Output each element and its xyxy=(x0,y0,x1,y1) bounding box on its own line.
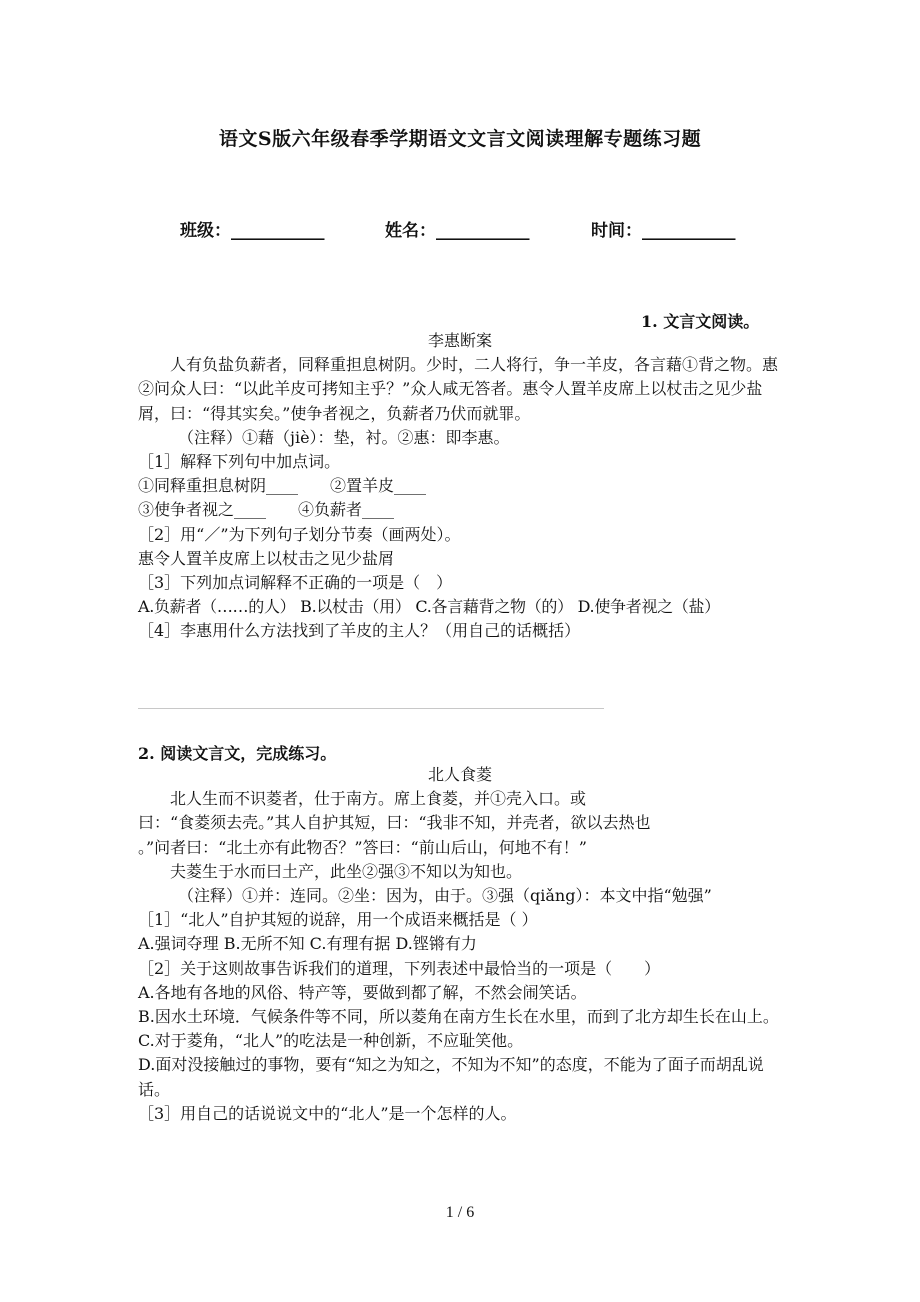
passage-line: 。”问者曰：“北土亦有此物否？”答曰：“前山后山，何地不有！” xyxy=(138,837,587,857)
passage-title: 李惠断案 xyxy=(427,331,492,350)
choice-options: A.强词夺理 B.无所不知 C.有理有据 D.铿锵有力 xyxy=(138,934,477,954)
passage-title: 北人食菱 xyxy=(427,765,492,784)
choice-option: D.面对没接触过的事物，要有“知之为知之，不知为不知”的态度，不能为了面子而胡乱说话。 xyxy=(138,1055,764,1099)
class-field[interactable]: 班级：___________ xyxy=(180,221,325,241)
page-title: 语文S版六年级春季学期语文文言文阅读理解专题练习题 xyxy=(218,128,702,150)
question-line: 惠令人置羊皮席上以杖击之见少盐屑 xyxy=(138,548,395,568)
answer-divider xyxy=(138,708,604,709)
page-number: 1 / 6 xyxy=(445,1204,475,1221)
passage-line: 曰：“食菱须去壳。”其人自护其短，曰：“我非不知，并壳者，欲以去热也 xyxy=(138,813,651,833)
choice-option: B.因水土环境．气候条件等不同，所以菱角在南方生长在水里，而到了北方却生长在山上。 xyxy=(138,1007,779,1027)
passage-line: 夫菱生于水而曰土产，此坐②强③不知以为知也。 xyxy=(170,861,523,881)
time-field[interactable]: 时间：___________ xyxy=(591,221,736,241)
question-2-heading: 2. 阅读文言文，完成练习。 xyxy=(138,744,337,763)
choice-option: A.各地有各地的风俗、特产等，要做到都了解，不然会闹笑话。 xyxy=(138,982,587,1002)
choice-options: A.负薪者（……的人） B.以杖击（用） C.各言藉背之物（的） D.使争者视之（盐） xyxy=(138,597,720,617)
passage-text: 人有负盐负薪者，同释重担息树阴。少时，二人将行，争一羊皮，各言藉①背之物。惠②问众人曰：“以此羊皮可拷知主乎？”众人咸无答者。惠令人置羊皮席上以杖击之见少盐屑，曰：“得其实矣。”使争者视之，负薪者乃伏而就罪。 xyxy=(138,355,779,423)
question-line: ［2］用“／”为下列句子划分节奏（画两处）。 xyxy=(138,524,461,544)
passage-note: （注释）①并：连同。②坐：因为，由于。③强（qiǎng）：本文中指“勉强” xyxy=(178,886,712,906)
question-line: ［2］关于这则故事告诉我们的道理，下列表述中最恰当的一项是（ ） xyxy=(138,958,661,978)
question-1-body xyxy=(138,329,782,644)
answer-line[interactable]: ③使争者视之____ ④负薪者____ xyxy=(138,500,395,520)
answer-line[interactable]: ①同释重担息树阴____ ②置羊皮____ xyxy=(138,476,427,496)
question-2-body xyxy=(138,763,782,1126)
choice-option: C.对于菱角，“北人”的吃法是一种创新，不应耻笑他。 xyxy=(138,1031,524,1051)
passage-line: 北人生而不识菱者，仕于南方。席上食菱，并①壳入口。或 xyxy=(170,789,587,809)
question-1-heading: 1. 文言文阅读。 xyxy=(641,312,760,331)
passage-note: （注释）①藉（jiè）：垫，衬。②惠：即李惠。 xyxy=(178,427,510,447)
question-line: ［3］下列加点词解释不正确的一项是（ ） xyxy=(138,573,453,593)
question-line: ［3］用自己的话说说文中的“北人”是一个怎样的人。 xyxy=(138,1103,517,1123)
question-line: ［1］“北人”自护其短的说辞，用一个成语来概括是（ ） xyxy=(138,910,538,930)
question-line: ［1］解释下列句中加点词。 xyxy=(138,452,341,472)
name-field[interactable]: 姓名：___________ xyxy=(385,221,530,241)
question-line: ［4］李惠用什么方法找到了羊皮的主人？（用自己的话概括） xyxy=(138,621,581,641)
